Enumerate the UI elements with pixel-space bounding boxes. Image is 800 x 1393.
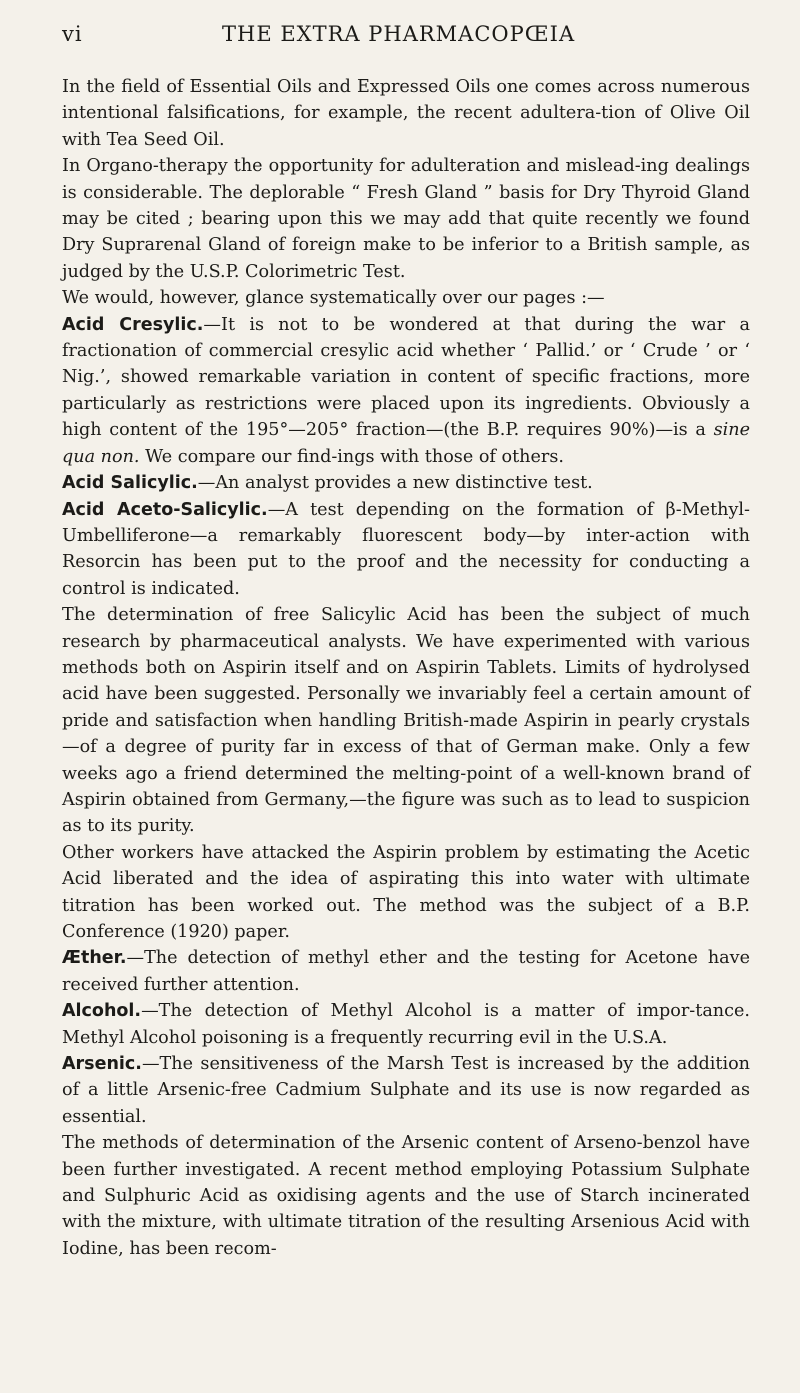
entry-text: —It is not to be wondered at that during the war a fractionation of commercial cresylic acid whether ‘ Pallid.’ or ‘ Crude ’ or ‘ Nig.’, showed remarkable variation in content of specific fractions, more particularly as restrictions were placed upon its ingredients. Obviously a high content of the 195°—205° fraction—(the B.P. requires 90%)—is a — [62, 314, 750, 441]
entry-arsenic — [62, 1051, 750, 1130]
entry-heading: Acid Salicylic. — [62, 473, 198, 494]
page-number: vi — [62, 22, 83, 46]
entry-acid-aceto-salicylic — [62, 497, 750, 603]
paragraph-aspirin-problem: Other workers have attacked the Aspirin problem by estimating the Acetic Acid liberated and the idea of aspirating this into water with ultimate titration has been worked out. The method was the subject of a B.P. Conference (1920) paper. — [62, 842, 750, 942]
entry-aether — [62, 945, 750, 998]
paragraph-free-salicylic: The determination of free Salicylic Acid has been the subject of much research by pharmaceutical analysts. We have experimented with various methods both on Aspirin itself and on Aspirin Tablets. Limits of hydrolysed acid have been suggested. Personally we invariably feel a certain amount of pride and satisfaction when handling British-made Aspirin in pearly crystals—of a degree of purity far in excess of that of German make. Only a few weeks ago a friend determined the melting-point of a well-known brand of Aspirin obtained from Germany,—the figure was such as to lead to suspicion as to its purity. — [62, 605, 750, 837]
entry-italic: sine qua non. — [62, 420, 750, 467]
entry-text: —An analyst provides a new distinctive test. — [197, 473, 593, 494]
running-title: THE EXTRA PHARMACOPŒIA — [222, 22, 576, 46]
paragraph-arsenobenzol: The methods of determination of the Arsenic content of Arseno-benzol have been further investigated. A recent method employing Potassium Sulphate and Sulphuric Acid as oxidising agents and the use of Starch incinerated with the mixture, with ultimate titration of the resulting Arsenious Acid with Iodine, has been recom- — [62, 1133, 750, 1259]
entry-heading: Acid Aceto-Salicylic. — [62, 499, 268, 520]
entry-text: —The sensitiveness of the Marsh Test is increased by the addition of a little Arsenic-free Cadmium Sulphate and its use is now regarded as essential. — [62, 1054, 750, 1127]
entry-heading: Arsenic. — [62, 1054, 142, 1075]
entry-text-after: We compare our find-ings with those of others. — [139, 446, 564, 467]
entry-acid-cresylic — [62, 312, 750, 470]
entry-acid-salicylic — [62, 470, 750, 496]
entry-text: —The detection of methyl ether and the testing for Acetone have received further attention. — [62, 948, 750, 995]
entry-heading: Acid Cresylic. — [62, 314, 204, 335]
body-text — [62, 74, 750, 1262]
entry-text: —A test depending on the formation of β-Methyl-Umbelliferone—a remarkably fluorescent body—by inter-action with Resorcin has been put to the proof and the necessity for conducting a control is indicated. — [62, 499, 750, 599]
paragraph-organo-therapy: In Organo-therapy the opportunity for adulteration and mislead-ing dealings is considerable. The deplorable “ Fresh Gland ” basis for Dry Thyroid Gland may be cited ; bearing upon this we may add that quite recently we found Dry Suprarenal Gland of foreign make to be inferior to a British sample, as judged by the U.S.P. Colorimetric Test. — [62, 156, 750, 282]
entry-text: —The detection of Methyl Alcohol is a matter of impor-tance. Methyl Alcohol poisoning is a frequently recurring evil in the U.S.A. — [62, 1001, 750, 1048]
paragraph-glance: We would, however, glance systematically over our pages :— — [62, 288, 605, 309]
entry-heading: Alcohol. — [62, 1001, 142, 1022]
entry-alcohol — [62, 998, 750, 1051]
paragraph-essential-oils: In the field of Essential Oils and Expressed Oils one comes across numerous intentional falsifications, for example, the recent adultera-tion of Olive Oil with Tea Seed Oil. — [62, 77, 750, 150]
entry-heading: Æther. — [62, 948, 127, 969]
running-head — [62, 22, 750, 54]
